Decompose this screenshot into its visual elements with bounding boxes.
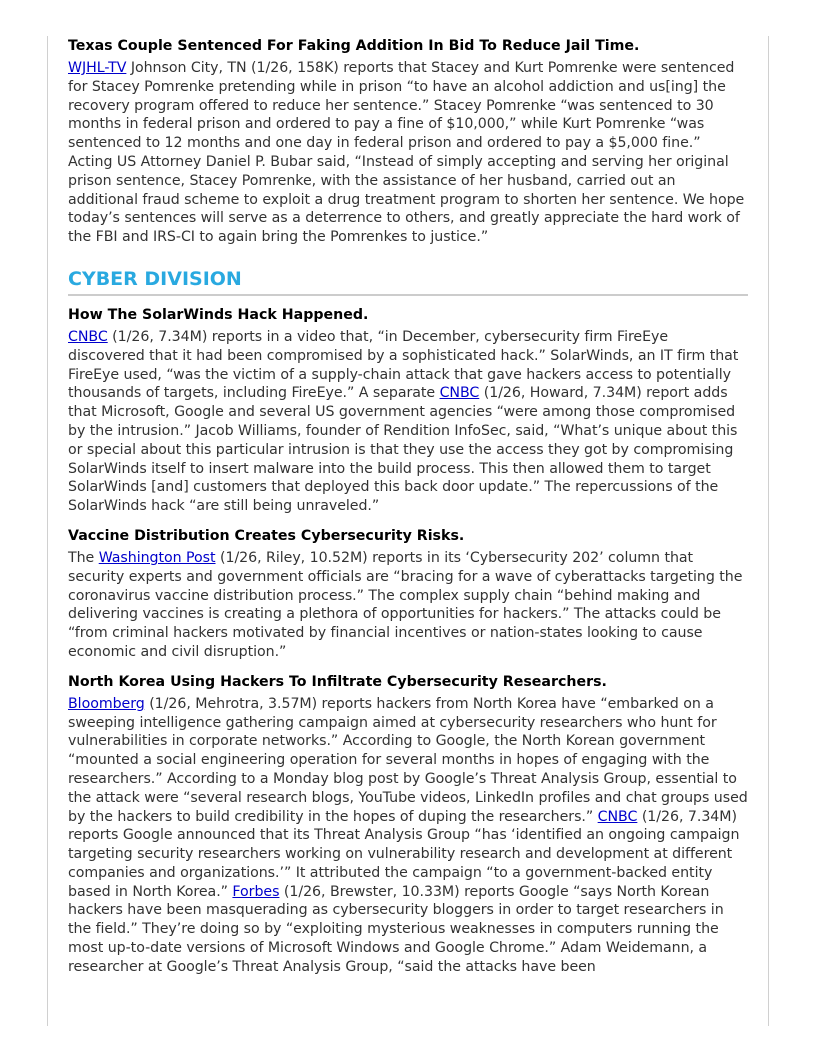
article-body [68, 328, 748, 516]
source-link[interactable]: Bloomberg [68, 695, 145, 712]
article [68, 527, 748, 662]
source-link[interactable]: Forbes [232, 883, 280, 900]
source-link[interactable]: Washington Post [98, 549, 216, 566]
article-text: (1/26, 7.34M) reports Google announced that its Threat Analysis Group “has ‘identified an ongoing campaign targeting security researchers working on vulnerability research and development at different companies and organizations.’” It attributed the campaign “to a government-backed entity based in North Korea.” [68, 808, 740, 900]
top-articles [68, 37, 748, 247]
article-text: The [68, 549, 99, 566]
article-text: Johnson City, TN (1/26, 158K) reports that Stacey and Kurt Pomrenke were sentenced for Stacey Pomrenke pretending while in prison “to have an alcohol addiction and us[ing] the recovery program offered to reduce her sentence.” Stacey Pomrenke “was sentenced to 30 months in federal prison and ordered to pay a fine of $10,000,” while Kurt Pomrenke “was sentenced to 12 months and one day in federal prison and ordered to pay a $5,000 fine.” Acting US Attorney Daniel P. Bubar said, “Instead of simply accepting and serving her original prison sentence, Stacey Pomrenke, with the assistance of her husband, carried out an additional fraud scheme to exploit a drug treatment program to shorten her sentence. We hope today’s sentences will serve as a deterrence to others, and greatly appreciate the hard work of the FBI and IRS-CI to again bring the Pomrenkes to justice.” [68, 60, 745, 246]
source-link[interactable]: WJHL-TV [68, 60, 127, 76]
article [68, 673, 748, 977]
section-articles [68, 306, 748, 977]
newsletter-content [68, 37, 748, 988]
article-text: (1/26, Howard, 7.34M) report adds that Microsoft, Google and several US government agencies “were among those compromised by the intrusion.” Jacob Williams, founder of Rendition InfoSec, said, “What’s unique about this or special about this particular intrusion is that they use the access they got by compromising SolarWinds itself to insert malware into the build process. This then allowed them to target SolarWinds [and] customers that deployed this back door update.” The repercussions of the SolarWinds hack “are still being unraveled.” [68, 385, 738, 515]
section-heading-cyber-division: CYBER DIVISION [68, 267, 748, 296]
article-title: Texas Couple Sentenced For Faking Addition In Bid To Reduce Jail Time. [68, 38, 640, 54]
article-text: (1/26, Brewster, 10.33M) reports Google “says North Korean hackers have been masquerading as cybersecurity bloggers in order to target researchers in the field.” They’re doing so by “exploiting mysterious weaknesses in computers running the most up-to-date versions of Microsoft Windows and Google Chrome.” Adam Weidemann, a researcher at Google’s Threat Analysis Group, “said the attacks have been [68, 883, 724, 975]
article [68, 37, 748, 247]
article-title: Vaccine Distribution Creates Cybersecurity Risks. [68, 527, 465, 544]
article-text: (1/26, Riley, 10.52M) reports in its ‘Cybersecurity 202’ column that security experts and government officials are “bracing for a wave of cyberattacks targeting the coronavirus vaccine distribution process.” The complex supply chain “behind making and delivering vaccines is creating a plethora of opportunities for hackers.” The attacks could be “from criminal hackers motivated by financial incentives or nation-states looking to cause economic and civil disruption.” [68, 549, 743, 660]
source-link[interactable]: CNBC [439, 385, 480, 402]
article-text: (1/26, Mehrotra, 3.57M) reports hackers from North Korea have “embarked on a sweeping intelligence gathering campaign aimed at cybersecurity researchers who hunt for vulnerabilities in corporate networks.” According to Google, the North Korean government “mounted a social engineering operation for several months in hopes of engaging with the researchers.” According to a Monday blog post by Google’s Threat Analysis Group, essential to the attack were “several research blogs, YouTube videos, LinkedIn profiles and chat groups used by the hackers to build credibility in the hopes of duping the researchers.” [68, 695, 748, 825]
article [68, 306, 748, 516]
source-link[interactable]: CNBC [597, 808, 638, 825]
article-body [68, 549, 748, 662]
source-link[interactable]: CNBC [68, 328, 108, 345]
article-title: How The SolarWinds Hack Happened. [68, 306, 369, 323]
article-body [68, 695, 748, 977]
article-body [68, 59, 748, 247]
article-title: North Korea Using Hackers To Infiltrate Cybersecurity Researchers. [68, 673, 607, 690]
article-text: (1/26, 7.34M) reports in a video that, “in December, cybersecurity firm FireEye discovered that it had been compromised by a sophisticated hack.” SolarWinds, an IT firm that FireEye used, “was the victim of a supply-chain attack that gave hackers access to potentially thousands of targets, including FireEye.” A separate [68, 328, 739, 402]
